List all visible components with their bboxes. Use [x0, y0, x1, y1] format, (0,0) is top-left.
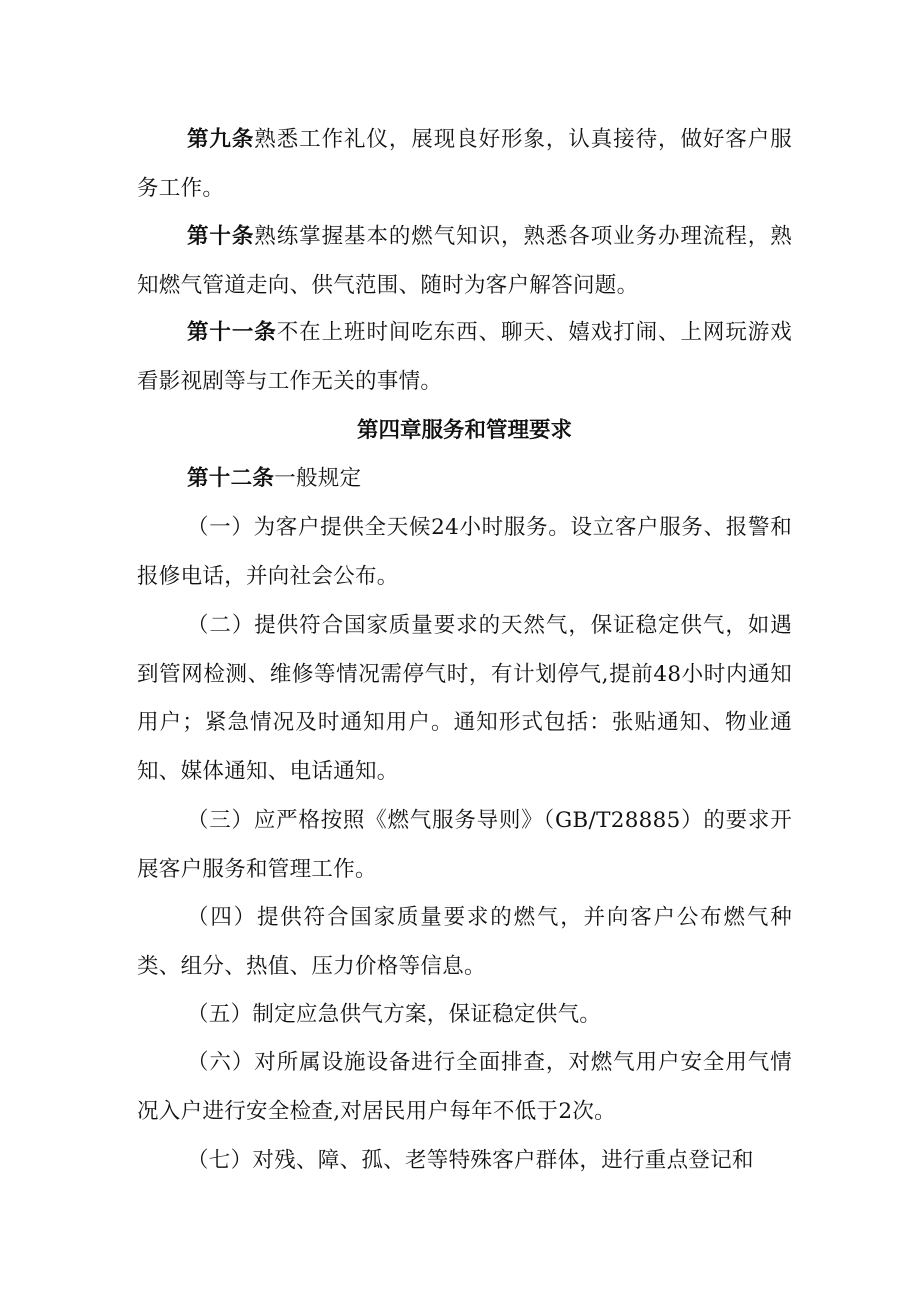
article-9-label: 第九条 [187, 127, 255, 152]
article-11-label: 第十一条 [187, 320, 277, 345]
article-10-label: 第十条 [187, 224, 255, 249]
item-3: （三）应严格按照《燃气服务导则》（GB/T28885）的要求开展客户服务和管理工作。 [137, 808, 792, 882]
item-7: （七）对残、障、孤、老等特殊客户群体，进行重点登记和 [187, 1148, 754, 1173]
chapter-heading: 第四章服务和管理要求 [356, 418, 572, 443]
article-11-text: 不在上班时间吃东西、聊天、嬉戏打闹、上网玩游戏看影视剧等与工作无关的事情。 [137, 320, 793, 394]
item-6: （六）对所属设施设备进行全面排查，对燃气用户安全用气情况入户进行安全检查,对居民用户每年不低于2次。 [137, 1050, 792, 1124]
item-4: （四）提供符合国家质量要求的燃气，并向客户公布燃气种类、组分、热值、压力价格等信息。 [137, 905, 792, 979]
article-9-text: 熟悉工作礼仪，展现良好形象，认真接待，做好客户服务工作。 [137, 127, 792, 201]
article-11 [137, 309, 792, 406]
item-1: （一）为客户提供全天候24小时服务。设立客户服务、报警和报修电话，并向社会公布。 [137, 515, 792, 589]
article-12-text: 一般规定 [274, 466, 362, 491]
article-12-label: 第十二条 [187, 466, 275, 491]
item-2: （二）提供符合国家质量要求的天然气，保证稳定供气，如遇到管网检测、维修等情况需停气时，有计划停气,提前48小时内通知用户；紧急情况及时通知用户。通知形式包括：张贴通知、物业通知、媒体通知、电话通知。 [137, 613, 792, 784]
item-5: （五）制定应急供气方案，保证稳定供气。 [187, 1002, 602, 1027]
article-12 [137, 455, 792, 504]
article-10 [137, 213, 792, 310]
article-9 [137, 116, 792, 213]
article-10-text: 熟练掌握基本的燃气知识，熟悉各项业务办理流程，熟知燃气管道走向、供气范围、随时为客户解答问题。 [137, 224, 792, 298]
